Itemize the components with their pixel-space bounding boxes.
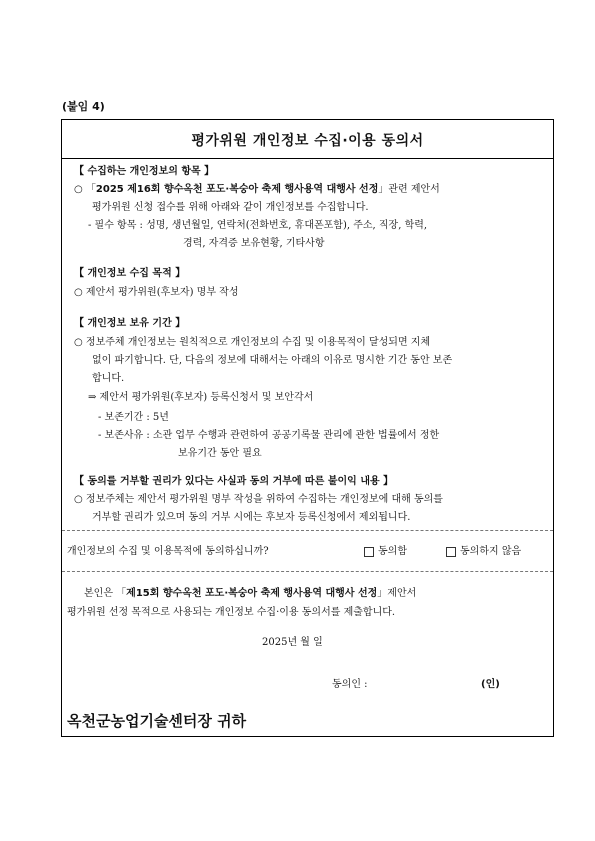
consent-divider-top	[62, 530, 553, 531]
consent-question: 개인정보의 수집 및 이용목적에 동의하십니까?	[67, 546, 269, 557]
disagree-checkbox[interactable]	[446, 547, 456, 557]
retention-line1: ○ 정보주체 개인정보는 원칙적으로 개인정보의 수집 및 이용목적이 달성되면 지체	[74, 337, 431, 348]
consent-divider-bottom	[62, 571, 553, 572]
retention-line2: 없이 파기합니다. 단, 다음의 정보에 대해서는 아래의 이유로 명시한 기간 동안 보존	[92, 355, 453, 366]
disagree-option[interactable]	[446, 545, 521, 559]
declaration-suffix: 」제안서	[377, 588, 417, 599]
collect-event-name: 2025 제16회 향수옥천 포도·복숭아 축제 행사용역 대행사 선정	[95, 184, 379, 195]
section-retention-heading: 【 개인정보 보유 기간 】	[74, 318, 186, 329]
attachment-label: (붙임 4)	[62, 100, 105, 113]
section-collect-heading: 【 수집하는 개인정보의 항목 】	[74, 166, 215, 177]
collect-required-line2: 경력, 자격증 보유현황, 기타사항	[183, 238, 325, 249]
collect-required-line1: - 필수 항목 : 성명, 생년월일, 연락처(전화번호, 휴대폰포함), 주소, 직장, 학력,	[88, 220, 428, 231]
signer-label: 동의인 :	[332, 679, 368, 690]
section-refusal-heading: 【 동의를 거부할 권리가 있다는 사실과 동의 거부에 따른 불이익 내용 】	[74, 476, 394, 487]
retention-reason2: 보유기간 동안 필요	[178, 448, 262, 459]
declaration-prefix: 본인은 「	[84, 588, 127, 599]
collect-line2: 평가위원 신청 접수를 위해 아래와 같이 개인정보를 수집합니다.	[92, 202, 369, 213]
retention-period: - 보존기간 : 5년	[98, 412, 169, 423]
agree-option[interactable]	[364, 545, 407, 559]
section-purpose-heading: 【 개인정보 수집 목적 】	[74, 268, 186, 279]
purpose-line: ○ 제안서 평가위원(후보자) 명부 작성	[74, 287, 239, 298]
recipient: 옥천군농업기술센터장 귀하	[67, 712, 247, 730]
declaration-date: 2025년 월 일	[262, 637, 323, 648]
retention-reason1: - 보존사유 : 소관 업무 수행과 관련하여 공공기록물 관리에 관한 법률에서 정한	[98, 430, 440, 441]
consent-form	[61, 119, 554, 737]
declaration-line2: 평가위원 선정 목적으로 사용되는 개인정보 수집·이용 동의서를 제출합니다.	[67, 607, 396, 618]
agree-label: 동의함	[378, 546, 407, 557]
collect-bullet-line	[74, 183, 440, 197]
refusal-line1: ○ 정보주체는 제안서 평가위원 명부 작성을 위하여 수집하는 개인정보에 대해 동의를	[74, 494, 443, 505]
retention-line3: 합니다.	[92, 373, 125, 384]
collect-bullet: ○	[74, 184, 83, 195]
collect-event-open: 「	[85, 184, 96, 195]
declaration-event-name: 제15회 향수옥천 포도·복숭아 축제 행사용역 대행사 선정	[126, 588, 378, 599]
seal-mark: (인)	[481, 679, 500, 690]
agree-checkbox[interactable]	[364, 547, 374, 557]
refusal-line2: 거부할 권리가 있으며 동의 거부 시에는 후보자 등록신청에서 제외됩니다.	[92, 512, 411, 523]
collect-event-close: 」관련 제안서	[378, 184, 440, 195]
form-title: 평가위원 개인정보 수집·이용 동의서	[191, 133, 424, 149]
declaration-line1	[84, 587, 416, 601]
title-divider	[62, 158, 553, 159]
retention-arrow-item: ⇒ 제안서 평가위원(후보자) 등록신청서 및 보안각서	[88, 392, 314, 403]
disagree-label: 동의하지 않음	[460, 546, 522, 557]
